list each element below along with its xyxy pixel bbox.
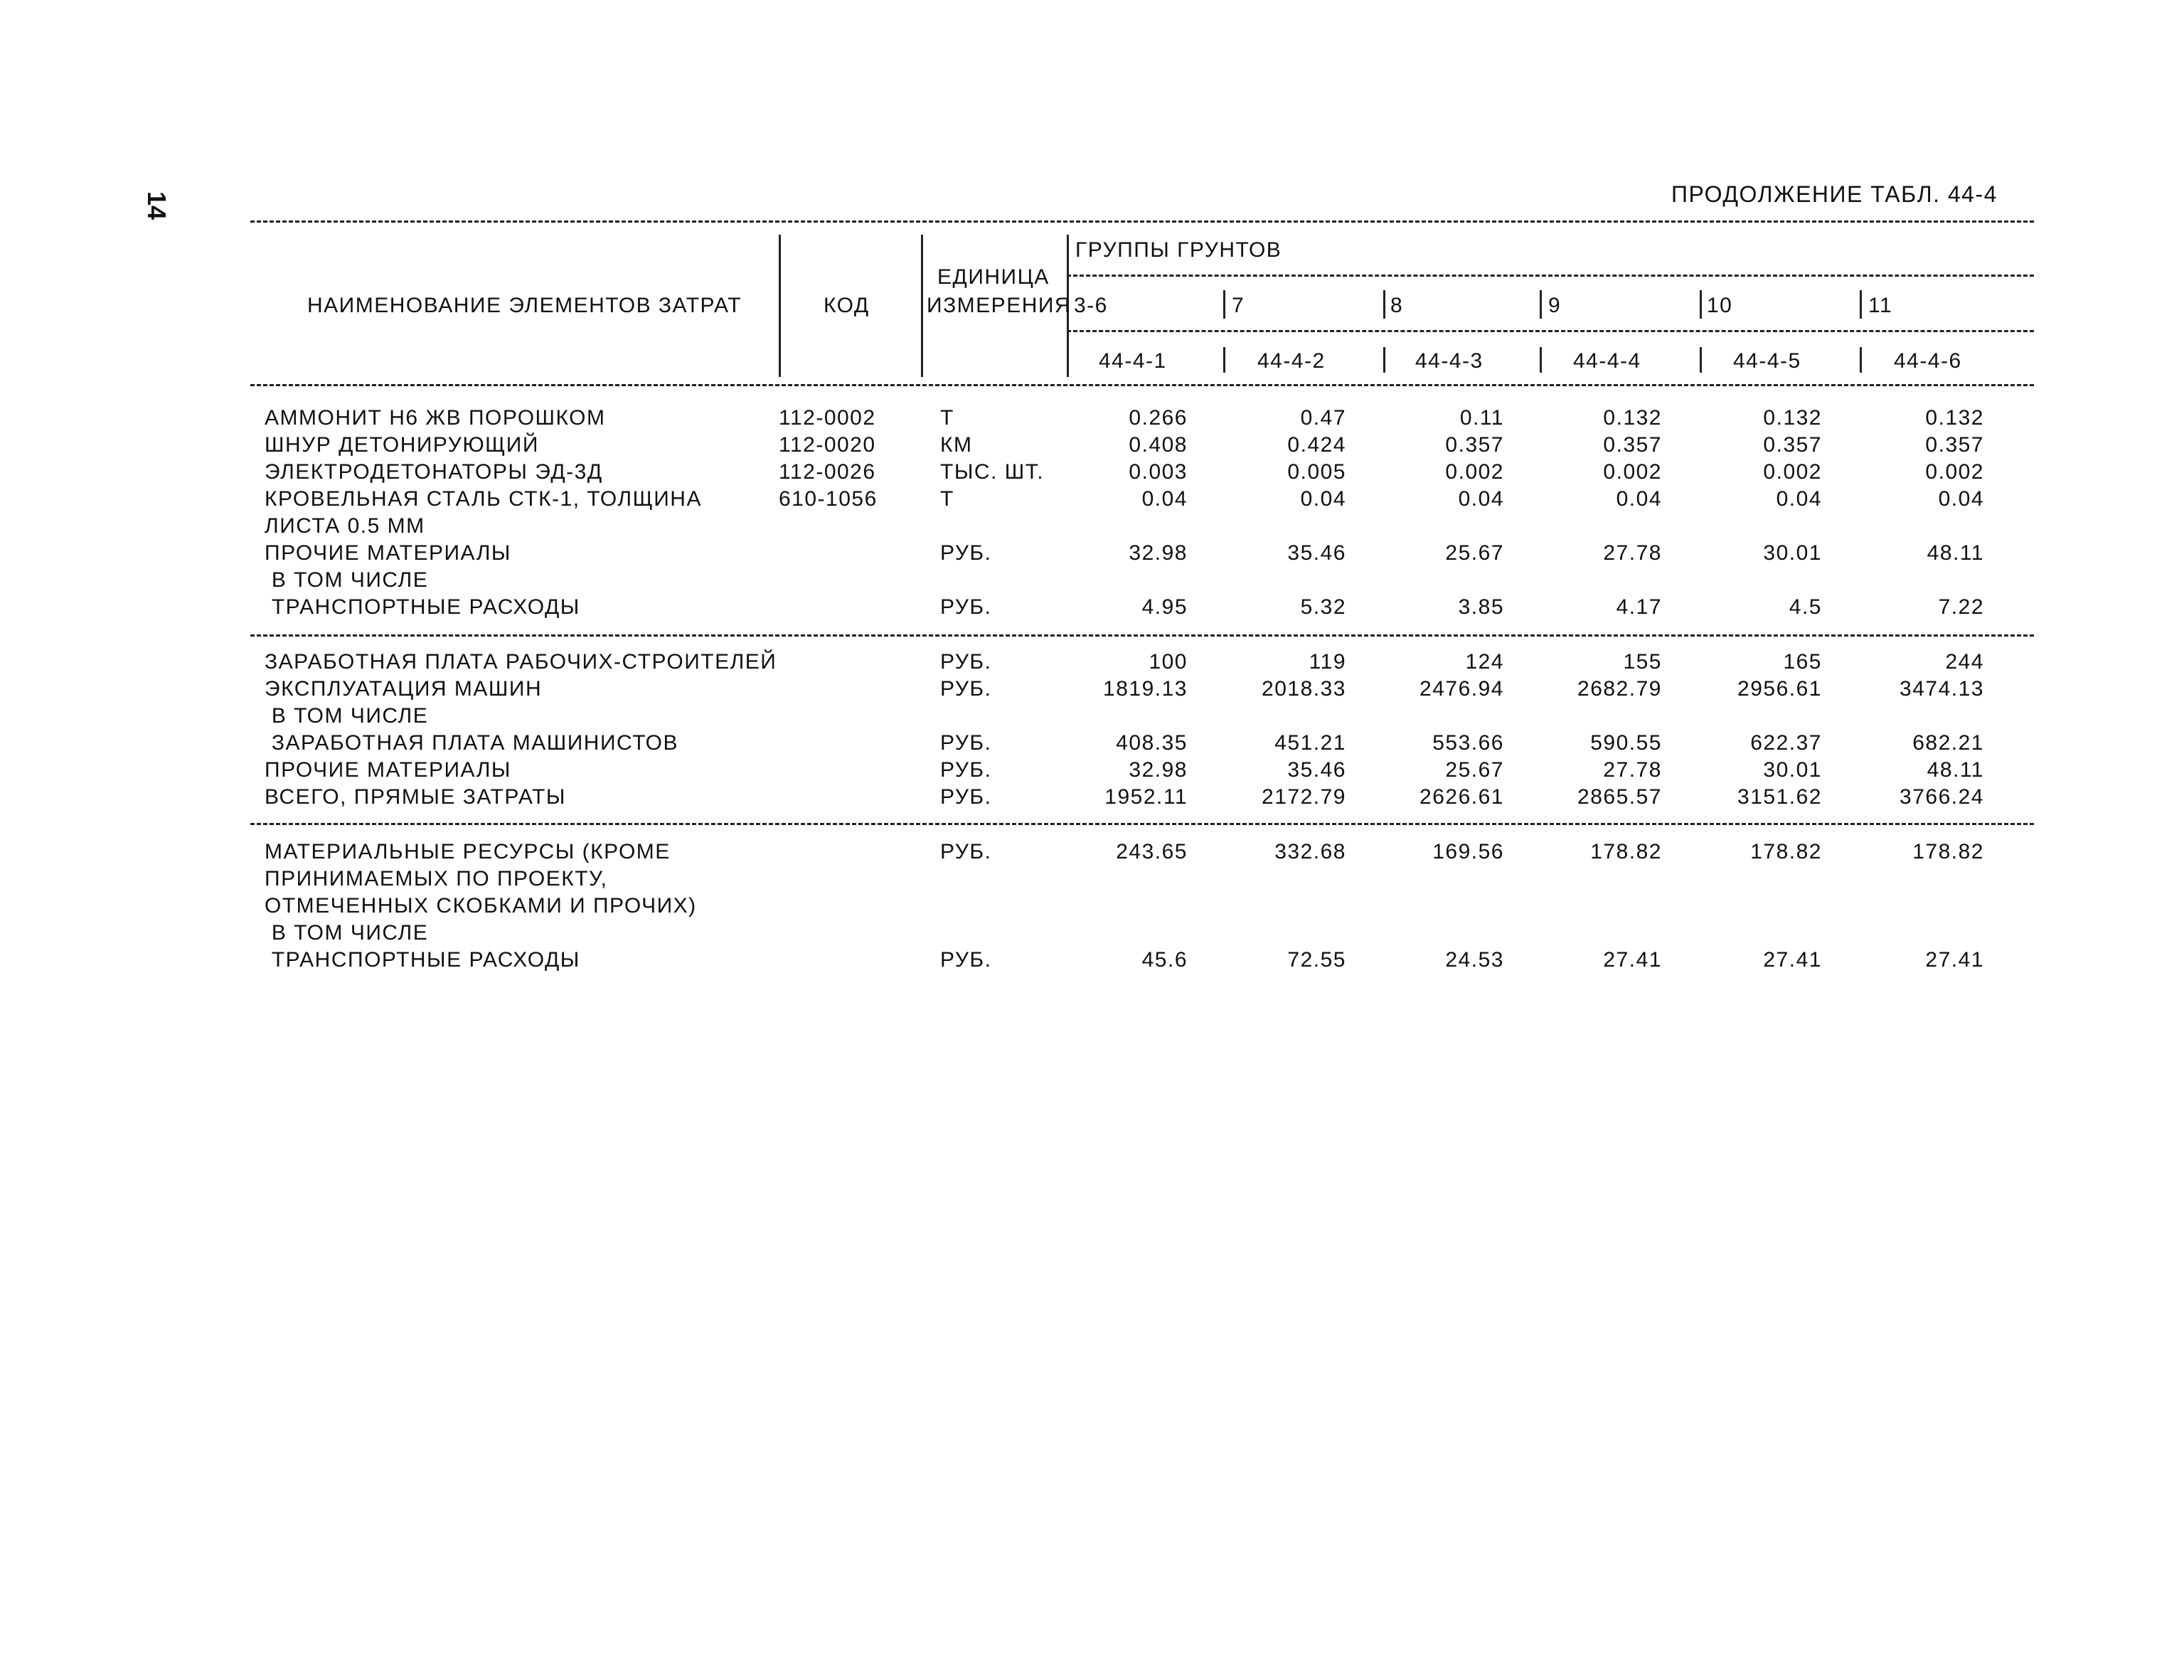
row-value: 0.266 <box>1129 406 1188 430</box>
row-value: 332.68 <box>1274 840 1346 863</box>
row-name: В ТОМ ЧИСЛЕ <box>265 704 429 728</box>
row-value: 119 <box>1309 650 1346 674</box>
row-name: ПРОЧИЕ МАТЕРИАЛЫ <box>265 758 511 782</box>
table-code-4: 44-4-4 <box>1573 349 1641 373</box>
group-divider-10 <box>1700 290 1702 319</box>
row-value: 155 <box>1623 650 1662 674</box>
row-value: 2626.61 <box>1419 785 1504 809</box>
row-value: 2018.33 <box>1262 677 1346 701</box>
row-name: В ТОМ ЧИСЛЕ <box>265 568 429 592</box>
row-value: 178.82 <box>1590 840 1662 863</box>
row-value: 590.55 <box>1590 731 1662 755</box>
row-value: 1952.11 <box>1104 785 1188 809</box>
row-name: ТРАНСПОРТНЫЕ РАСХОДЫ <box>265 948 580 972</box>
row-value: 3151.62 <box>1737 785 1822 809</box>
row-value: 4.5 <box>1789 595 1822 619</box>
row-name: ЭЛЕКТРОДЕТОНАТОРЫ ЭД-3Д <box>265 460 603 484</box>
row-value: 0.357 <box>1603 433 1662 457</box>
groups-rule <box>1067 275 2034 277</box>
row-name: ПРИНИМАЕМЫХ ПО ПРОЕКТУ, <box>265 867 608 890</box>
row-unit: ТЫС. ШТ. <box>940 460 1045 484</box>
row-code: 112-0002 <box>779 406 876 430</box>
row-unit: РУБ. <box>940 595 992 619</box>
header-bottom-rule <box>250 384 2034 386</box>
row-name: ПРОЧИЕ МАТЕРИАЛЫ <box>265 541 511 565</box>
group-col-5: 10 <box>1707 294 1733 317</box>
row-value: 169.56 <box>1432 840 1504 863</box>
row-value: 45.6 <box>1141 948 1188 972</box>
row-value: 4.95 <box>1141 595 1188 619</box>
row-value: 0.132 <box>1763 406 1822 430</box>
row-value: 1819.13 <box>1103 677 1188 701</box>
row-value: 0.002 <box>1603 460 1662 484</box>
table-code-2: 44-4-2 <box>1257 349 1326 373</box>
codes-rule <box>1067 330 2034 332</box>
row-code: 112-0020 <box>779 433 876 457</box>
row-unit: РУБ. <box>940 650 992 674</box>
row-unit: РУБ. <box>940 731 992 755</box>
row-name: ТРАНСПОРТНЫЕ РАСХОДЫ <box>265 595 580 619</box>
row-unit: РУБ. <box>940 541 992 565</box>
row-value: 408.35 <box>1116 731 1188 755</box>
page-number: 14 <box>142 191 172 220</box>
row-value: 178.82 <box>1912 840 1984 863</box>
group-divider-9 <box>1540 290 1542 319</box>
row-unit: РУБ. <box>940 840 992 863</box>
row-value: 25.67 <box>1445 758 1504 782</box>
code-divider-3 <box>1383 347 1385 373</box>
row-unit: Т <box>940 406 954 430</box>
group-divider-11 <box>1860 290 1862 319</box>
code-divider-5 <box>1700 347 1702 373</box>
row-value: 0.04 <box>1616 487 1662 511</box>
row-value: 0.002 <box>1763 460 1822 484</box>
row-value: 35.46 <box>1287 758 1346 782</box>
row-name: АММОНИТ Н6 ЖВ ПОРОШКОМ <box>265 406 606 430</box>
row-value: 3474.13 <box>1900 677 1984 701</box>
row-value: 682.21 <box>1912 731 1984 755</box>
section2-rule <box>250 823 2034 825</box>
group-col-1: 3-6 <box>1074 294 1108 317</box>
group-col-6: 11 <box>1868 294 1893 317</box>
row-value: 27.41 <box>1763 948 1822 972</box>
row-name: МАТЕРИАЛЬНЫЕ РЕСУРСЫ (КРОМЕ <box>265 840 671 863</box>
row-value: 622.37 <box>1750 731 1822 755</box>
row-value: 30.01 <box>1763 758 1822 782</box>
table-code-6: 44-4-6 <box>1894 349 1962 373</box>
row-value: 124 <box>1465 650 1504 674</box>
row-value: 24.53 <box>1445 948 1504 972</box>
row-code: 112-0026 <box>779 460 876 484</box>
row-value: 4.17 <box>1616 595 1662 619</box>
row-value: 0.132 <box>1603 406 1662 430</box>
row-value: 0.04 <box>1300 487 1346 511</box>
header-code: КОД <box>824 294 870 317</box>
table-top-rule <box>250 220 2034 223</box>
header-divider-2 <box>921 235 923 377</box>
row-name: ЗАРАБОТНАЯ ПЛАТА РАБОЧИХ-СТРОИТЕЛЕЙ <box>265 650 777 674</box>
row-value: 2172.79 <box>1262 785 1346 809</box>
row-value: 178.82 <box>1750 840 1822 863</box>
row-value: 0.11 <box>1459 406 1504 430</box>
row-name: ЛИСТА 0.5 ММ <box>265 514 425 538</box>
row-name: ВСЕГО, ПРЯМЫЕ ЗАТРАТЫ <box>265 785 566 809</box>
row-unit: РУБ. <box>940 785 992 809</box>
row-value: 0.357 <box>1925 433 1984 457</box>
row-value: 25.67 <box>1445 541 1504 565</box>
code-divider-6 <box>1860 347 1862 373</box>
header-name: НАИМЕНОВАНИЕ ЭЛЕМЕНТОВ ЗАТРАТ <box>307 294 742 317</box>
section1-rule <box>250 634 2034 637</box>
row-value: 48.11 <box>1927 758 1984 782</box>
group-divider-7 <box>1223 290 1225 319</box>
code-divider-2 <box>1223 347 1225 373</box>
row-name: ШНУР ДЕТОНИРУЮЩИЙ <box>265 433 539 457</box>
continuation-title: ПРОДОЛЖЕНИЕ ТАБЛ. 44-4 <box>1671 181 1998 207</box>
row-value: 0.04 <box>1938 487 1984 511</box>
row-value: 0.04 <box>1458 487 1504 511</box>
row-unit: РУБ. <box>940 677 992 701</box>
row-value: 27.41 <box>1603 948 1662 972</box>
row-name: В ТОМ ЧИСЛЕ <box>265 921 429 945</box>
row-value: 2865.57 <box>1577 785 1662 809</box>
row-value: 7.22 <box>1938 595 1984 619</box>
row-value: 0.003 <box>1129 460 1188 484</box>
row-value: 0.424 <box>1287 433 1346 457</box>
row-value: 2956.61 <box>1737 677 1822 701</box>
row-name: ЗАРАБОТНАЯ ПЛАТА МАШИНИСТОВ <box>265 731 679 755</box>
table-code-3: 44-4-3 <box>1415 349 1483 373</box>
row-value: 0.002 <box>1925 460 1984 484</box>
row-value: 0.04 <box>1776 487 1822 511</box>
row-unit: РУБ. <box>940 758 992 782</box>
row-name: ЭКСПЛУАТАЦИЯ МАШИН <box>265 677 543 701</box>
header-unit-line2: ИЗМЕРЕНИЯ <box>927 294 1072 317</box>
row-unit: Т <box>940 487 954 511</box>
group-col-2: 7 <box>1232 294 1245 317</box>
row-value: 0.47 <box>1300 406 1346 430</box>
table-code-1: 44-4-1 <box>1099 349 1167 373</box>
row-value: 0.132 <box>1925 406 1984 430</box>
row-value: 3766.24 <box>1900 785 1984 809</box>
row-unit: РУБ. <box>940 948 992 972</box>
header-divider-1 <box>779 235 781 377</box>
row-name: КРОВЕЛЬНАЯ СТАЛЬ СТК-1, ТОЛЩИНА <box>265 487 702 511</box>
row-value: 451.21 <box>1274 731 1346 755</box>
row-value: 2476.94 <box>1419 677 1504 701</box>
row-value: 35.46 <box>1287 541 1346 565</box>
row-value: 27.78 <box>1603 541 1662 565</box>
code-divider-4 <box>1540 347 1542 373</box>
row-value: 0.357 <box>1763 433 1822 457</box>
row-value: 0.04 <box>1141 487 1188 511</box>
group-col-3: 8 <box>1390 294 1404 317</box>
row-name: ОТМЕЧЕННЫХ СКОБКАМИ И ПРОЧИХ) <box>265 894 697 918</box>
row-value: 244 <box>1945 650 1984 674</box>
row-value: 0.005 <box>1287 460 1346 484</box>
row-value: 48.11 <box>1927 541 1984 565</box>
row-value: 72.55 <box>1287 948 1346 972</box>
group-col-4: 9 <box>1548 294 1562 317</box>
row-value: 5.32 <box>1300 595 1346 619</box>
row-value: 243.65 <box>1116 840 1188 863</box>
row-value: 100 <box>1149 650 1188 674</box>
row-value: 27.41 <box>1925 948 1984 972</box>
group-divider-8 <box>1383 290 1385 319</box>
row-value: 3.85 <box>1458 595 1504 619</box>
header-unit-line1: ЕДИНИЦА <box>937 265 1050 289</box>
row-value: 553.66 <box>1432 731 1504 755</box>
row-value: 165 <box>1783 650 1822 674</box>
header-groups: ГРУППЫ ГРУНТОВ <box>1075 238 1282 262</box>
row-value: 0.357 <box>1445 433 1504 457</box>
row-unit: КМ <box>940 433 973 457</box>
row-code: 610-1056 <box>779 487 878 511</box>
row-value: 0.408 <box>1129 433 1188 457</box>
row-value: 32.98 <box>1129 758 1188 782</box>
row-value: 27.78 <box>1603 758 1662 782</box>
row-value: 2682.79 <box>1577 677 1662 701</box>
row-value: 32.98 <box>1129 541 1188 565</box>
table-code-5: 44-4-5 <box>1733 349 1801 373</box>
row-value: 0.002 <box>1445 460 1504 484</box>
row-value: 30.01 <box>1763 541 1822 565</box>
